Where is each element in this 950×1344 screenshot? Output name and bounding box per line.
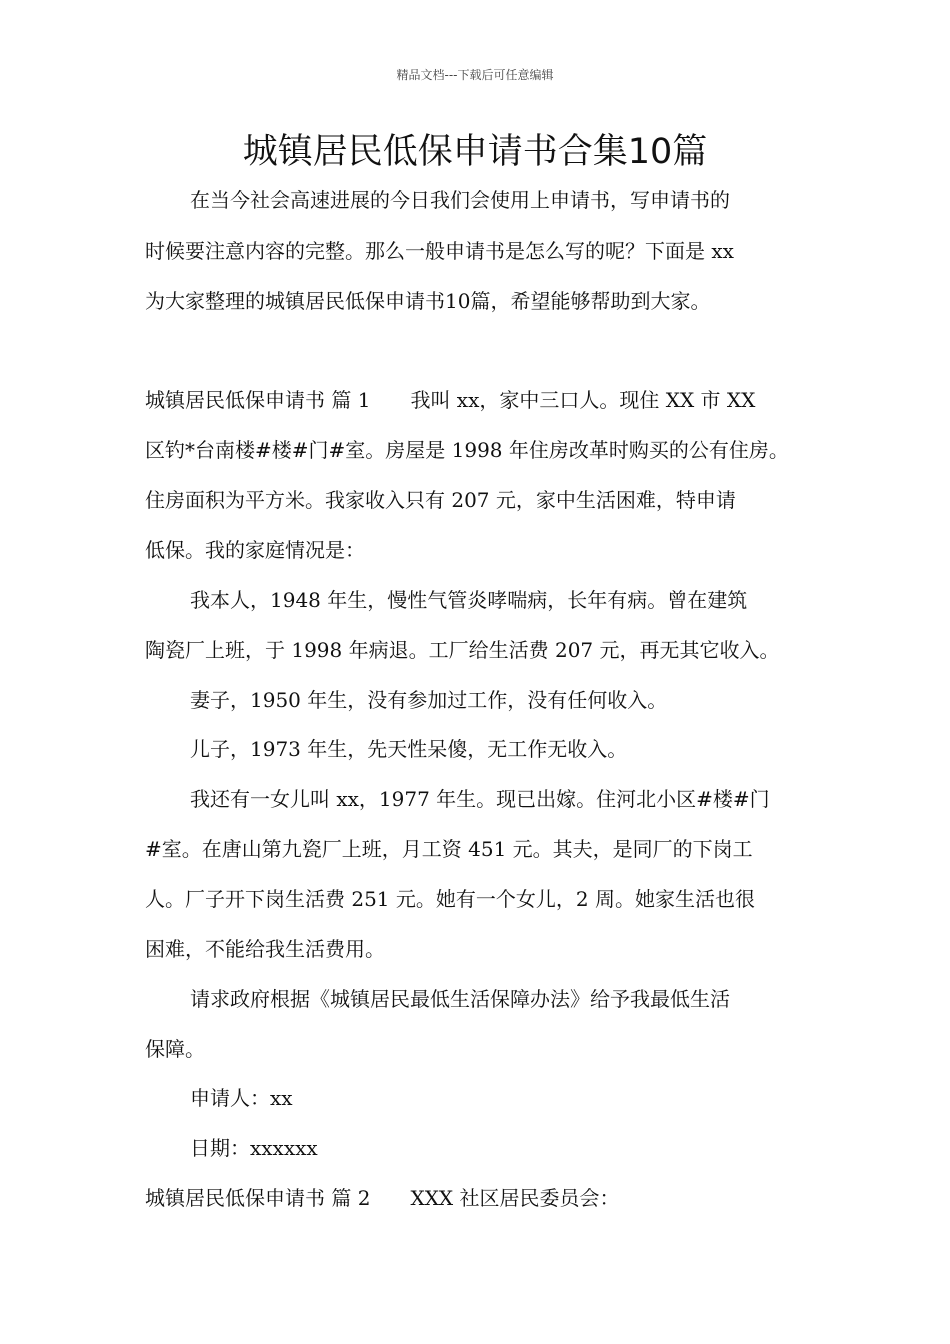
- paragraph-request-line-2: 保障。: [145, 1037, 205, 1061]
- section-2-text: XXX 社区居民委员会：: [410, 1186, 620, 1210]
- paragraph-request-line-1: 请求政府根据《城镇居民最低生活保障办法》给予我最低生活: [190, 987, 730, 1011]
- section-2-heading: 城镇居民低保申请书 篇 2: [145, 1186, 371, 1210]
- intro-line-1: 在当今社会高速进展的今日我们会使用上申请书，写申请书的: [190, 188, 730, 212]
- paragraph-son: 儿子，1973 年生，先天性呆傻，无工作无收入。: [190, 737, 628, 761]
- intro-line-3: 为大家整理的城镇居民低保申请书10篇，希望能够帮助到大家。: [145, 289, 711, 313]
- section-1-line-4: 低保。我的家庭情况是：: [145, 538, 365, 562]
- page-header: 精品文档---下载后可任意编辑: [396, 68, 554, 82]
- applicant-line: 申请人：xx: [190, 1086, 293, 1110]
- section-2-first-line: [145, 1183, 825, 1213]
- section-1-first-line: [145, 385, 825, 415]
- date-line: 日期：xxxxxx: [190, 1136, 318, 1160]
- section-1-text: 我叫 xx，家中三口人。现住 XX 市 XX: [410, 388, 756, 412]
- paragraph-self-line-2: 陶瓷厂上班，于 1998 年病退。工厂给生活费 207 元，再无其它收入。: [145, 638, 780, 662]
- paragraph-daughter-line-4: 困难，不能给我生活费用。: [145, 937, 385, 961]
- paragraph-daughter-line-3: 人。厂子开下岗生活费 251 元。她有一个女儿，2 周。她家生活也很: [145, 887, 755, 911]
- document-title: 城镇居民低保申请书合集10篇: [242, 132, 708, 172]
- section-1-line-2: 区钓*台南楼#楼#门#室。房屋是 1998 年住房改革时购买的公有住房。: [145, 438, 789, 462]
- intro-line-2: 时候要注意内容的完整。那么一般申请书是怎么写的呢？下面是 xx: [145, 239, 734, 263]
- section-1-heading: 城镇居民低保申请书 篇 1: [145, 388, 371, 412]
- paragraph-wife: 妻子，1950 年生，没有参加过工作，没有任何收入。: [190, 688, 668, 712]
- paragraph-daughter-line-2: #室。在唐山第九瓷厂上班，月工资 451 元。其夫，是同厂的下岗工: [145, 837, 753, 861]
- section-1-line-3: 住房面积为平方米。我家收入只有 207 元，家中生活困难，特申请: [145, 488, 736, 512]
- paragraph-daughter-line-1: 我还有一女儿叫 xx，1977 年生。现已出嫁。住河北小区#楼#门: [190, 787, 770, 811]
- paragraph-self-line-1: 我本人，1948 年生，慢性气管炎哮喘病，长年有病。曾在建筑: [190, 588, 748, 612]
